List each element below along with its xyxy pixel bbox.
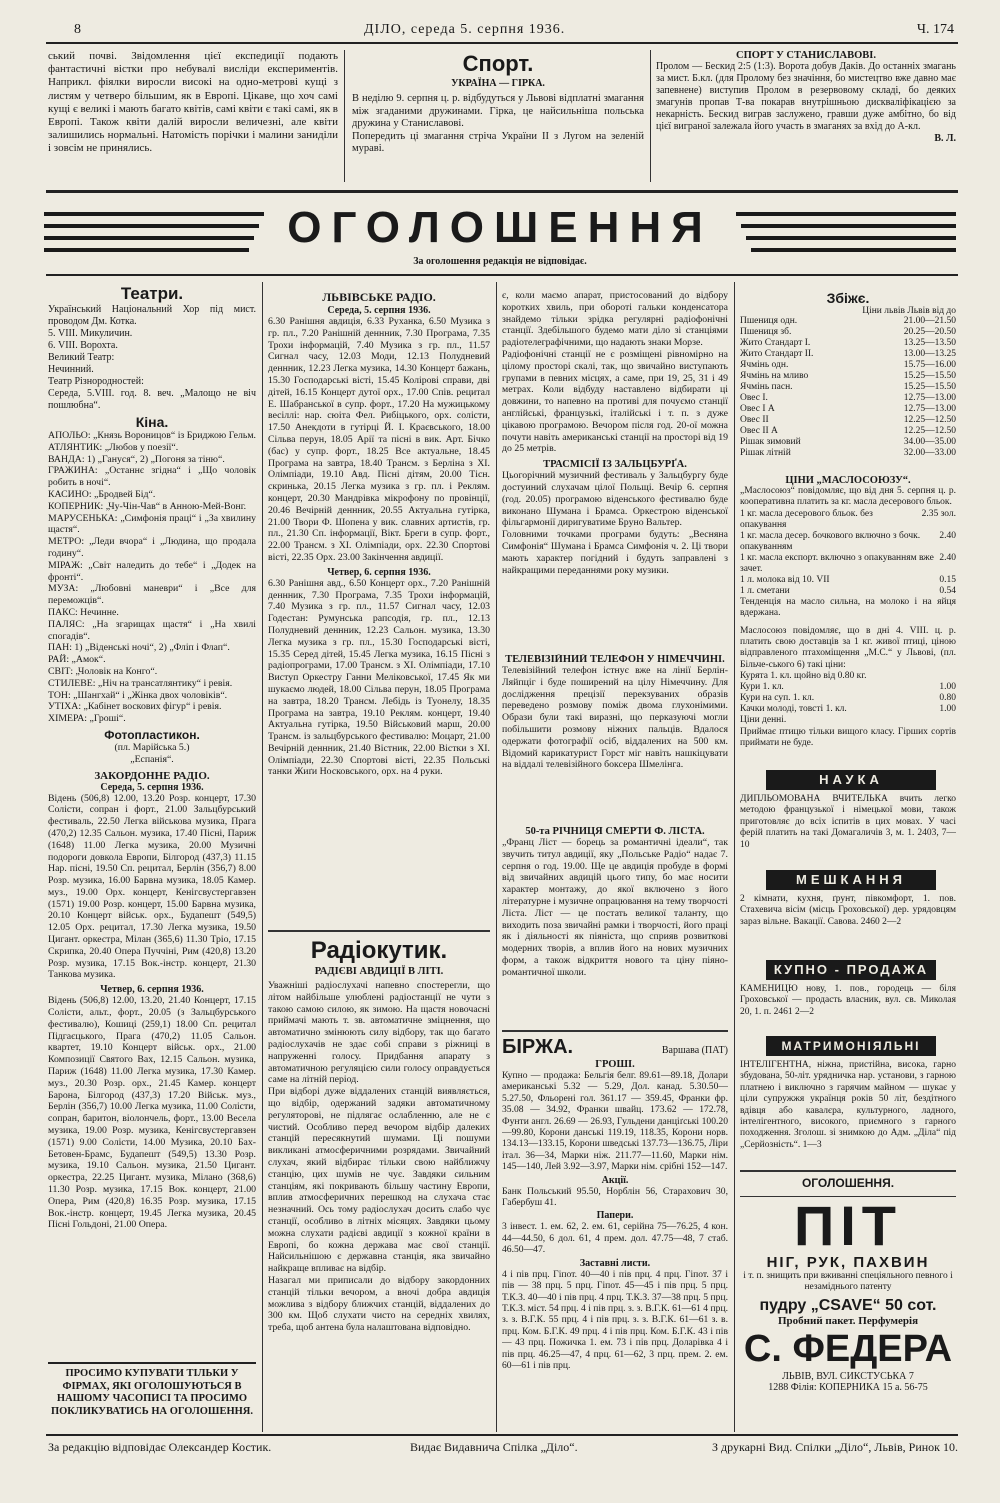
shopping-notice: ПРОСИМО КУПУВАТИ ТІЛЬКИ У ФІРМАХ, ЯКІ ОГОЛОШУЮТЬСЯ В НАШОМУ ЧАСОПИСІ ТА ПРОСИМО ПОКЛИКУВАТИСЬ НА ОГОЛОШЕННЯ. <box>48 1362 256 1436</box>
grain-row-label: Овес ІІ А <box>740 426 778 436</box>
grain-row-value: 12.25—12.50 <box>903 426 956 436</box>
divider <box>268 930 490 932</box>
banner-rule <box>46 274 958 276</box>
butter-row <box>740 575 956 586</box>
footer-editor: За редакцію відповідає Олександер Костик. <box>48 1440 272 1454</box>
divider <box>734 282 735 1432</box>
grain-row <box>740 327 956 338</box>
poultry-row-label: Качки молоді, товсті 1. кл. <box>740 704 847 715</box>
butter-prices-note: Тенденція на масло сильна, на молоко і на яйця вдержана. <box>740 596 956 619</box>
radio-corner-section <box>268 936 490 1432</box>
stanislaviv-text: Пролом — Бескид 2:5 (1:3). Ворота добув Даків. До останніх змагань за мист. Б.кл. (для Пролому без значіння, бо мистецтво вже давно має запевнене) виступив Пролом в резервовому складі, бо деяких змагунів пропав Т-ва покарав внутрішньою дискваліфікацією за некарність. Бескид виграв заслужено, гравши дуже амбітно, бо від цієї виграної залежала його участь в змаганях за вхід до А-кл. <box>656 61 956 132</box>
butter-row-value: 0.54 <box>939 585 956 596</box>
grain-row-label: Ячмінь одн. <box>740 360 789 370</box>
column-lviv-radio <box>268 290 490 880</box>
fedora-brand: С. ФЕДЕРА <box>743 1328 953 1370</box>
lviv-radio-program1: 6.30 Ранішня авдиція, 6.33 Руханка, 6.50 Музика з гр. пл., 7.20 Ранішній деннник, 7.30 Програма, 7.35 Трохи інформацій, 7.40 Музика з гр. пл., 11.57 Сигнал часу, 12.03 Моди, 12.13 Полудневий деннник, 12.23 Легка музика, 14.30 Концерт бажань, 15.30 Господарські вісті, 15.45 Колірові справи, дві дітей, 16.15 Концерт дутої орх., 17.00 Спів. рецитал Е. Шабранської в супр. форт., 17.20 На мужицькому весіллі: нар. сюіта Фел. Рибіцького, орх. солісти, 17.50 Анекдоти в гутірці Й. І. Краєвського, 18.00 Сільва перун, 18.05 Арії та пісні в вик. Арт. Бічко (бас) у супр. форт., 18.25 Все актуальне, 18.45 Програма на завтра, 18.40 Трансм. з Берліна з XI. Олімпіади, 19.10 Авд. Пісні дітям, 20.00 Тісн. скринька, 20.15 Легка музика з гр. пл. і Реклям. концерт, 20.30 Мандрівка мікрофону по провінції, 20.46 Вечірній деннник, 20.55 Актуальна гутірка, 21.00 Твори Ф. Шопена у вик. славних артистів, гр. пл., 21.30 Сп. інформації, Вікт. Бреги в супр. форт., 22.00 Трансм. з XI. Олімпіади, орх. 22.30 Спортові вісті, 22.35 Орх. 23.00 Закінчення авдиції. <box>268 316 490 563</box>
butter-row <box>740 586 956 597</box>
banner-subtitle: За оголошення редакція не відповідає. <box>413 256 587 267</box>
poultry-text: Маслосоюз повідомляє, що в дні 4. VIII. ц. р. платить свою доставців за 1 кг. живої птиці, ціною відправленого птахоміщення „М.С.“ у Львові, (пл. Більче-ського 6) такі ціни: <box>740 625 956 670</box>
sport-subtitle: УКРАЇНА — ГІРКА. <box>451 78 545 89</box>
fedora-address: ЛЬВІВ, ВУЛ. СИКСТУСЬКА 7 <box>782 1371 914 1382</box>
butter-row <box>740 509 956 531</box>
science-article-tail: ський почві. Звідомлення цієї експедиції подають фантастичні вістки про небувалі висліди експериментів. Наприкл. фіялки виросли високі на одно-метрові кущі з листям у четверо більшим, як в Европі. Цікаве, що хоч самі кущі є великі і мають багато квітів, самі квіти є такі самі, як в Европі. Також квіти далій виросли величезні, але квіти залишились нормальні. Натомість порічки і малини заниділи і зовсім не принялись. <box>48 50 338 155</box>
foreign-radio-date1: Середа, 5. серпня 1936. <box>100 781 204 793</box>
theatres-text: Український Національний Хор під мист. проводом Дм. Котка. 5. VIII. Микуличин. 6. VIII. Ворохта. Великий Театр: Нечинний. Театр Різнородностей: Середа, 5.VIII. год. 8. веч. „Малощо не віч пошлюбна“. <box>48 304 256 411</box>
grain-row-value: 13.00—13.25 <box>903 349 956 359</box>
grain-row-value: 12.75—13.00 <box>903 393 956 403</box>
butter-row-label: 1 л. молока від 10. VII <box>740 574 830 585</box>
apartment-ad: 2 кімнати, кухня, ґрунт, півкомфорт, 1. пов. Стахевича вісім (місць Гроховської) дер. урядовцям зараз вільне. Вакації. Савова. 2460 2—2 <box>740 894 956 927</box>
banner-stripe <box>736 212 956 216</box>
matrimonial-ad: ІНТЕЛІГЕНТНА, ніжна, пристійна, висока, гарно збудована, 50-літ. урядничка нар. установи, з гарною платнею і виключно з гарячим майном — шукає у ціли супружжя українця років 50 літ, бездітного вдівця або кавалєра, культурного, ладного, інтелігентного, високого, приємного з гарного походження. Зголош. зі знимкою до Адм. „Діла“ під „Серйозність“. 1—3 <box>740 1060 956 1150</box>
column-prices <box>740 290 956 800</box>
stocks-title: Акції. <box>601 1174 629 1186</box>
butter-row-value: 2.40 <box>939 552 956 563</box>
cinemas-text: АПОЛЬО: „Князь Вороницов“ із Бриджою Гельм. АТЛЯНТИК: „Любов у поезії“. ВАНДА: 1) „Гануся“, 2) „Погоня за тіню“. ГРАЖИНА: „Останнє згідна“ і „Що чоловік робить в ночі“. КАСИНО: „Бродвей Бід“. КОПЕРНИК: „Чу-Чін-Чав“ в Анною-Мей-Вонг. МАРУСЕНЬКА: „Симфонія праці“ і „За хвилину щастя“. МЕТРО: „Леди вчора“ і „Людина, що продала годину“. МІРАЖ: „Світ наледить до тебе“ і „Додек на фронті“. МУЗА: „Любовні маневри“ і „Все для переможців“. ПАКС: Нечинне. ПАЛЯС: „На згарищах щастя“ і „На хвилі спогадів“. ПАН: 1) „Віденські ночі“, 2) „Фліп і Флап“. РАЙ: „Амок“. СВІТ: „Чоловік на Конго“. СТИЛЕВЕ: „Ніч на трансатлянтику“ і ревія. ТОН: „Шангхай“ і „Жінка двох чоловіків“. УТІХА: „Кабінет воскових фігур“ і ревія. ХІМЕРА: „Гроші“. <box>48 430 256 725</box>
stanislaviv-sport-section <box>656 50 956 182</box>
grain-row <box>740 448 956 459</box>
grain-title: Збіжє. <box>826 290 870 306</box>
radio-corner-text: Уважніші радіослухачі напевно спостерегли, що літом найбільше улюблені радіостанції не чути з такою самою силою, як зимою. На щастя новочасні приймачі мають т. зв. автоматичне зміцнення, що автоматично змінюють силу відбору, так що багато радіослухачів не здає собі справи з ріжниці в напруженні голосу. Придбання апарату з автоматичною регуляцією сили голосу оправдується саме на літній період. При відборі дуже віддалених станцій виявляється, що відбір, одержаний задяки автоматичному регуляторові, не підлягає ослабленню, але не є чистий. Особливо перед вечором відбір далеких станцій пересякнутий шумами. Ці пошуми викликані атмосферичними розрядами. Звичайний слухач, який відбирає тільки свою найближчу станцію, цих шумів не чує. Завдяки сильним станціям, які покривають більшу частину Европи, вплив атмосферичних перешкод на слухача стає незначний. Ось тому радіослухач досить слабо чує станції, особливо в літніх місяцях. Завдяки цьому можна слухати радієві авдиції з кожної країни в Европі, бо кожна держава має свої станції. Найсильнішою є державна станція, яка звичайно найкраще впливає на відбір. Назагал ми приписали до відбору закордонних станцій тільки вечором, а вночі добра авдиція можлива з відбору ближчих станцій, віддалених до 300 км. Щоб слухати чисто на середніх хвилях, треба, щоб антена була налаштована відповідно. <box>268 980 490 1334</box>
banner-stripe <box>741 224 956 228</box>
butter-row-label: 1 кг. масла десер. бочкового включно з бочк. опакуванням <box>740 530 921 552</box>
divider <box>502 1030 728 1032</box>
buy-sell-ad: КАМЕНИЦЮ нову, 1. пов., городець — біля Гроховської — продасть власник, вул. св. Миколая 20, 1. п. 2461 2—2 <box>740 984 956 1017</box>
poultry-row <box>740 693 956 704</box>
divider <box>650 50 651 182</box>
papers-text: 3 інвест. 1. ем. 62, 2. ем. 61, серійна 75—76.25, 4 кон. 44—44.50, 6 дол. 61, 4 прем. дол. 47.75—48, 7 стаб. 46.50—47. <box>502 1221 728 1256</box>
grain-row-value: 21.00—21.50 <box>903 316 956 326</box>
grain-row-value: 34.00—35.00 <box>903 437 956 447</box>
footer-printer: З друкарні Вид. Спілки „Діло“, Львів, Ринок 10. <box>711 1440 958 1454</box>
divider <box>740 1170 956 1172</box>
poultry-row-value: 1.00 <box>939 682 956 693</box>
grain-row-value: 32.00—33.00 <box>903 448 956 458</box>
stanislaviv-title: СПОРТ У СТАНИСЛАВОВІ. <box>735 50 876 61</box>
grain-row <box>740 393 956 404</box>
butter-row <box>740 553 956 575</box>
mortgage-text: 4 і пів прц. Гіпот. 40—40 і пів прц. 4 прц. Гіпот. 37 і пів — 38 прц. 5 прц. Гіпот. 45—45 і пів прц. 5 прц. Т.К.З. 40—40 і пів прц. 4 прц. Т.К.З. 37—38 прц. 5 прц. Т.К.З. міст. 54 прц. 4 і пів прц. з. з. В.Г.К. 61—61 4 прц. з. з. В.Г.К. 55 прц. 4 і пів прц. з. з. В.Г.К. 61—61 з. в. прц. Ком. Б.Г.К. 49 прц. 4 і пів прц. Ком. Б.Г.К. 43 і пів — 43 прц. Пожичка 1. ем. 73 і пів прц. Доларівка 4 і пів прц. 46.25—47, 4 прц. 61—62, 3 прц. прем. 2. ем. 60—61 і пів прц. <box>502 1268 728 1371</box>
banner-stripe <box>44 236 254 240</box>
banner-rule <box>46 190 958 193</box>
foreign-radio-date2: Четвер, 6. серпня 1936. <box>100 984 204 996</box>
butter-row-value: 2.40 <box>939 530 956 541</box>
salzburg-text: Цьогорічний музичний фестиваль у Зальцбургу буде достуиний слухачам цілої Польщі. Вечір 6. серпня (год. 20.05) програмою віденського фестивалю буде виконано Шумана і Брамса. Оркестрою віденської фільгармонії диригуватиме Бруно Вальтер. Головними точками програми будуть: „Весняна Симфонія“ Шумана і Брамса Симфонія ч. 2. Ці твори мають характер погідний і будуть заправлені з найкращими переданнями року музики. <box>502 470 728 576</box>
butter-row-label: 1 кг. масла експорт. включно з опакуванням вже зачет. <box>740 552 934 574</box>
grain-row-label: Ячмінь пасн. <box>740 382 793 392</box>
grain-row <box>740 349 956 360</box>
pit-product: пудру „CSAVE“ 50 сот. <box>759 1297 937 1314</box>
grain-row-label: Пшениця одн. <box>740 316 798 326</box>
lviv-radio-program2: 6.30 Ранішня авд., 6.50 Концерт орх., 7.20 Ранішній деннник, 7.30 Програма, 7.35 Трохи інформацій, 7.40 Музика з гр. пл., 11.57 Сигнал часу, 12.03 Годестан: Румунська рапсодія, гр. пл., 12.13 Полудневий деннник, 12.23 Сальон. музика, 13.30 Легка музика з гр. пл., 15.30 Господарські вісті, 15.35 Серед дітей, 15.45 Легка музика, 16.15 Пісні з радіопрограми, 17.00 Трансм. з XI. Олімпіади, 17.10 Виступ Оркестру Ганни Меліковської, 17.45 Як ми шукаємо людей, 18.00 Сільва перун, 18.05 Програма на завтра, 18.20 Трансм. Лебідь із Туонелу, 18.35 Програма на завтра, 19.10 Реклям. концерт, 19.40 Актуальна гутірка, 19.50 Військовий марш, 20.00 Трансм. із зальцбурського фестивалю: Моцарт, 21.00 Вечірній деннник, 21.40 Вістник, 22.00 Вістки з XI. Олімпіади, 22.30 Спортові вісті, 22.35 Польські танки Жиґи Носковського, орх. на 4 руки. <box>268 577 490 778</box>
butter-row-label: 1 л. сметани <box>740 585 790 596</box>
fedora-branch: 1288 Філія: КОПЕРНИКА 15 а. 56-75 <box>768 1382 928 1393</box>
lviv-radio-title: ЛЬВІВСЬКЕ РАДІО. <box>322 290 436 304</box>
lviv-radio-date1: Середа, 5. серпня 1936. <box>327 305 431 316</box>
grain-header: Ціни львів Львів від до <box>862 306 956 316</box>
grain-row-label: Жито Стандарт І. <box>740 338 811 348</box>
divider <box>740 1196 956 1197</box>
perfumery-ad <box>740 1198 956 1432</box>
pit-headline: ПІТ <box>793 1198 902 1257</box>
banner-title: ОГОЛОШЕННЯ <box>287 203 713 252</box>
grain-row <box>740 360 956 371</box>
column-theatres <box>48 284 256 1434</box>
grain-row-label: Рішак літній <box>740 448 791 458</box>
foreign-radio-title: ЗАКОРДОННЕ РАДІО. <box>94 769 210 782</box>
grain-row-value: 20.25—20.50 <box>903 327 956 337</box>
header-rule <box>46 42 958 44</box>
radio-corner-subtitle: РАДІЄВІ АВДИЦІЇ В ЛІТІ. <box>314 966 444 977</box>
grain-row <box>740 338 956 349</box>
foreign-radio-program1: Відень (506,8) 12.00, 13.20 Розр. концерт, 17.30 Солісти, сопран і форт., 21.00 Зальцбурський фестиваль, 22.50 Легка військова музика, Прага (470,2) 12.35 Сальон. музика, 17.40 Пісні, Париж (1648) 11.00 Легка музика, 20.00 Музичні подороги довкола Европи, Білгород (437,3) 11.15 Нар. пісні, 19.50 Сп. рецитал, Берлін (356,7) 8.00 Розр. музика, 16.00 Барвна музика, 18.05 Камер. муз., 19.00 Орх. концерт, Кенігсвустергавзен (1571) 19.00 Розр. концерт, 15.00 Барвна музика, 20.10 Концерт військ. орх., Будапешт (549,5) 12.05 Орх. рецитал, 17.30 Легка музика, 19.50 Цигант. оркестра, Мілан (365,6) 11.30 Тріо, 17.15 Скрипка, 20.40 Опера Пуччіні, Рим (420,8) 13.20 Розр. музика, 17.15 Вок.-інстр. концерт, 21.30 Танкова музика. <box>48 792 256 981</box>
grain-row <box>740 316 956 327</box>
grain-price-table <box>740 316 956 459</box>
footer-publisher: Видає Видавнича Спілка „Діло“. <box>410 1440 578 1454</box>
poultry-row <box>740 704 956 715</box>
grain-row-label: Жито Стандарт ІІ. <box>740 349 814 359</box>
salzburg-title: ТРАСМІСІЇ ІЗ ЗАЛЬЦБУРҐА. <box>543 459 687 471</box>
butter-row-label: 1 кг. масла десерового бльок. без опакування <box>740 508 873 530</box>
fotoplastikon-title: Фотопластикон. <box>104 727 200 742</box>
grain-row-value: 12.25—12.50 <box>903 415 956 425</box>
grain-row <box>740 404 956 415</box>
banner-stripe <box>746 236 956 240</box>
grain-row <box>740 371 956 382</box>
fotoplastikon-text: (пл. Марійська 5.) „Еспанія“. <box>114 741 190 765</box>
liszt-title: 50-та РІЧНИЦЯ СМЕРТИ Ф. ЛІСТА. <box>525 826 705 837</box>
radio-corner-title: Радіокутик. <box>310 937 448 964</box>
banner-stripe <box>44 212 264 216</box>
divider <box>344 50 345 182</box>
foreign-radio-program2: Відень (506,8) 12.00, 13.20, 21.40 Концерт, 17.15 Солісти, альт., форт., 20.05 (з Зальцбурського фестивалю), Кошиці (259,1) 18.00 Сп. рецитал Підгаєцького, Прага (470,2) 11.05 Сальон. квартет, 19.10 Концерт військ. орх., 21.00 Композиції Святого Вах, 12.15 Сальон. музика, Париж (1648) 11.00 Легка музика, 17.30 Камер. муз., 20.30 Розр. орх., 21.45 Камер. концерт Барона, Білгород (437,3) 17.20 Військ. муз., Берлін (356,7) 10.00 Легка музика, 11.00 Солісти, сопран, баритон, віолончель, форт., 13.00 Весела музика, 19.00 Розр. музика, Кенігсвустергавзен (1571) 9.00 Солісти, 14.00 Музика, 20.10 Бах-Бетовен-Брамс, Будапешт (549,5) 13.30 Розр. музика, 19.10 Сальон. музика, 21.50 Цигант. оркестра, 22.25 Цигант. музика, Мілано (368,6) 11.30 Розр. музика, 17.15 Вок. концерт, 21.00 Опера, Рим (420,8) 16.35 Розр. музика, 17.15 Вок.-інстр. концерт, 19.45 Легка музика, 20.45 Пісні Гольдоні, 21.00 Опера. <box>48 995 256 1231</box>
grain-row-label: Овес ІІ <box>740 415 769 425</box>
grain-row-label: Овес І А <box>740 404 775 414</box>
banner-stripe <box>44 248 249 252</box>
pit-description: і т. п. знищить при вживанні спеціяльного певного і незаміднього патенту <box>743 1271 953 1292</box>
grain-row <box>740 382 956 393</box>
poultry-row <box>740 682 956 693</box>
sport-title: Спорт. <box>462 51 534 76</box>
page-footer <box>48 1440 958 1458</box>
banner-stripe <box>751 248 956 252</box>
television-title: ТЕЛЕВІЗІЙНИЙ ТЕЛЕФОН У НІМЕЧЧИНІ. <box>505 654 725 665</box>
grain-row <box>740 426 956 437</box>
poultry-row-label: Кури на суп. 1. кл. <box>740 693 815 704</box>
footer-rule <box>46 1434 958 1436</box>
divider <box>496 282 497 1432</box>
poultry-row-value: 0.80 <box>939 693 956 704</box>
money-title: ГРОШІ. <box>595 1059 635 1070</box>
exchange-source: Варшава (ПАТ) <box>661 1045 728 1056</box>
butter-row <box>740 531 956 553</box>
page-number: 8 <box>74 22 81 37</box>
money-text: Купно — продажа: Бельгія белг. 89.61—89.18, Долари американські 5.32 — 5.29, Дол. канад. 5.30.50—5.27.50, Фльорені гол. 361.17 — 359.45, Франки фр. 35.08 — 34.92, Франки швайц. 173.62 — 172.78, Фунти англ. 26.69 — 26.93, Гульдени данціґські 100.20—99.80, Корони данські 119.19, 118.35, Корони норв. 134.13—133.15, Корони шведські 137.73—136.75, Ліри італ. 36—34, Марки ніж. 211.77—11.60, Марки нім. 145—140, Лей 3.92—3.97, Марки нім. срібні 152—147. <box>502 1070 728 1173</box>
butter-row-value: 0.15 <box>939 574 956 585</box>
grain-row-label: Рішак зимовий <box>740 437 801 447</box>
lviv-radio-date2: Четвер, 6. серпня 1936. <box>327 566 431 578</box>
pit-subheadline: НІГ, РУК, ПАХВИН <box>766 1254 930 1271</box>
grain-row-value: 15.75—16.00 <box>903 360 956 370</box>
grain-row <box>740 437 956 448</box>
poultry-row <box>740 671 956 682</box>
sport-section <box>352 50 644 182</box>
theatres-title: Театри. <box>120 284 184 303</box>
science-ad: ДИПЛЬОМОВАНА ВЧИТЕЛЬКА вчить легко методою французької і німецької мови, також приготовляє до всіх іспитів в цих мовах. У часі ферій платить на такі Домагаличів 3, м. 1. 2403, 7—10 <box>740 794 956 850</box>
butter-prices-title: ЦІНИ „МАСЛОСОЮЗУ“. <box>785 475 911 486</box>
poultry-note: Ціни денні. Приймає птицю тільки вищого класу. Гірших сортів приймати не буде. <box>740 715 956 749</box>
cinemas-title: Кіна. <box>135 414 169 430</box>
ads-title: ОГОЛОШЕННЯ. <box>801 1176 895 1190</box>
poultry-row-value: 1.00 <box>939 704 956 715</box>
grain-row-value: 12.75—13.00 <box>903 404 956 414</box>
science-ads-header: НАУКА <box>766 770 936 790</box>
matrimonial-ads-header: МАТРИМОНІЯЛЬНІ <box>766 1036 936 1056</box>
divider <box>262 282 263 1432</box>
paper-title-date: ДІЛО, середа 5. серпня 1936. <box>364 22 566 37</box>
grain-row-label: Ячмінь на мливо <box>740 371 809 381</box>
grain-row-label: Овес І. <box>740 393 768 403</box>
poultry-price-table <box>740 671 956 715</box>
grain-row-label: Пшениця зб. <box>740 327 792 337</box>
butter-price-table <box>740 509 956 597</box>
butter-row-value: 2.35 зол. <box>921 508 956 519</box>
grain-row-value: 15.25—15.50 <box>903 371 956 381</box>
stocks-text: Банк Польський 95.50, Норблін 56, Старахович 30, Габербуш 41. <box>502 1185 728 1209</box>
grain-row <box>740 415 956 426</box>
exchange-section <box>502 1036 728 1432</box>
issue-number: Ч. 174 <box>916 22 954 37</box>
mortgage-title: Заставні листи. <box>579 1257 651 1269</box>
page-header <box>74 22 954 44</box>
buy-sell-ads-header: КУПНО - ПРОДАЖА <box>766 960 936 980</box>
apartments-ads-header: МЕШКАННЯ <box>766 870 936 890</box>
poultry-row-label: Кури 1. кл. <box>740 682 784 693</box>
poultry-row-label: Курята 1. кл. щойно від 0.80 кг. <box>740 671 867 682</box>
television-text: Телевізійний телефон істнує вже на лінії Берлін-Ляйпціг і буде поширений на цілу Німеччину. Для дослідження прецізії перекзуваних образів переведено розмову поміж двома глухонімими. Образи були такі виразні, що перказуючі могли побільшити розмову ніжних пальців. Вдалося одержати фотографії осіб, віддалених на 500 км. Відомий карикатурист Горст міг навіть нашкіцувати на віддалі телевізійного боксера Шмелінга. <box>502 665 728 771</box>
shortwave-text: є, коли маємо апарат, пристосований до відбору коротких хвиль, при обороті гальки конденсатора знайдемо тільки зрідка регулярні радіофонічні станції. Здебільшого будемо мати діло зі станціями радіотелеграфічними, що надають знаки Морзе. Радіофонічні станції не є розміщені рівномірно на цілому просторі скалі, так, що звичайно виступають групами в певних місцях, а саме, при 19, 25, 31 і 49 метрах. Коли відбуду наставлено відбирати ці довжини, то напевно на противі для почуємо станції англійські, французькі, італійські і т. п. з дуже цікавою програмою. Вечором після год. 20-ої можна почути навіть американські станції на просторі від 19 до 25 метрів. <box>502 290 728 455</box>
liszt-text: „Франц Ліст — борець за романтичні ідеали“, так звучить титул авдиції, яку „Польське Радіо“ надає 7. серпня о год. 19.00. Ще це авдиція пробуде в формі від звичайних авдицій цього типу, бо має носити характер монтажу, до якої включено з його літературне і музичне опрацювання на тему творчості Ліста. Ліст — це постать великої таланту, що виходить поза звичайні рамки і творчості, його праці як і діяльності як піяніста, що сприяв розвиткові модерних творів, а вплив його на нових музичних форм, а також відкриття нового та ціну піяно-романтичної школи. <box>502 837 728 976</box>
liszt-section <box>502 826 728 976</box>
banner-stripe <box>44 224 259 228</box>
grain-row-value: 13.25—13.50 <box>903 338 956 348</box>
papers-title: Папери. <box>596 1210 634 1222</box>
sport-text: В неділю 9. серпня ц. р. відбудуться у Львові відплатні змагання між згаданими дружинами. Гірка, це найсильніша польська дружина у Станиславові. Попередить ці змагання стріча України II з Лугом на зеленій мураві. <box>352 93 644 155</box>
stanislaviv-signature: В. Л. <box>934 133 956 144</box>
exchange-title: БІРЖА. <box>502 1036 574 1058</box>
pit-sample: Пробний пакет. Перфумерія <box>777 1315 919 1327</box>
grain-row-value: 15.25—15.50 <box>903 382 956 392</box>
butter-prices-text: „Маслосоюз“ повідомляє, що від дня 5. серпня ц. р. кооперативна платить за кг. масла десерового бльок. <box>740 486 956 508</box>
